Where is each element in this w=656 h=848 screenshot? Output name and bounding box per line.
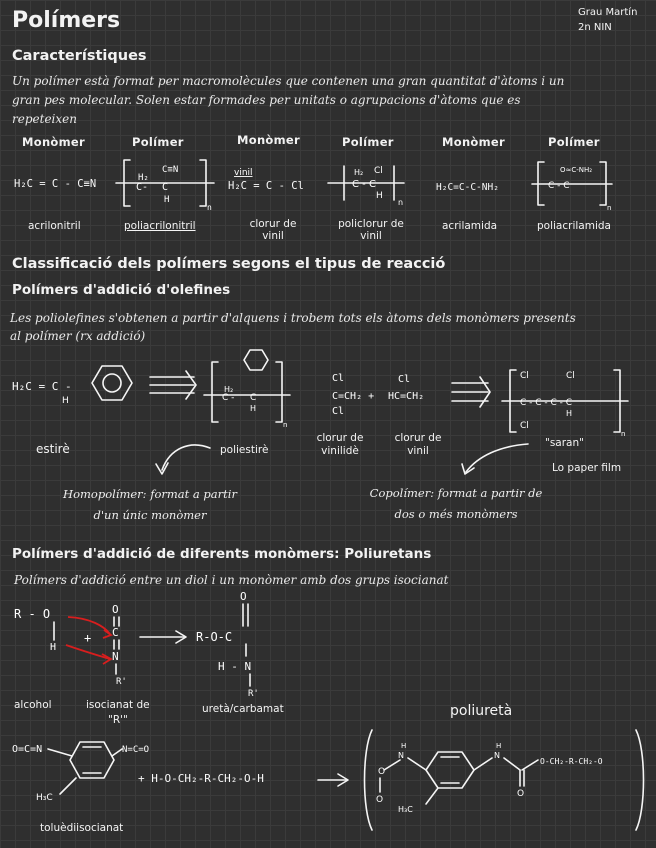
polyurethane-label: poliuretà xyxy=(450,703,513,719)
svg-text:N: N xyxy=(398,751,404,760)
svg-text:H: H xyxy=(250,404,257,413)
polystyrene-label: poliestirè xyxy=(220,444,269,456)
svg-text:C - C: C - C xyxy=(352,179,376,190)
svg-text:H₂C = C -: H₂C = C - xyxy=(12,380,72,393)
svg-text:n: n xyxy=(283,421,288,429)
svg-text:Cl: Cl xyxy=(566,371,575,381)
svg-text:C: C xyxy=(162,182,169,193)
diol-formula: + H-O-CH₂-R-CH₂-O-H xyxy=(138,772,264,785)
svg-text:H₂: H₂ xyxy=(354,168,364,177)
svg-text:H - N: H - N xyxy=(218,660,252,673)
svg-text:n: n xyxy=(621,430,626,438)
svg-text:O-CH₂-R-CH₂-O: O-CH₂-R-CH₂-O xyxy=(540,757,603,766)
svg-text:O≈C-NH₂: O≈C-NH₂ xyxy=(560,166,593,174)
polyacrylamide-name: poliacrilamida xyxy=(537,220,611,232)
header-polymer-3: Polímer xyxy=(548,135,600,149)
homopolymer-line1: Homopolímer: format a partir xyxy=(63,487,237,501)
svg-text:O: O xyxy=(112,603,119,616)
polyacrylonitrile-structure xyxy=(116,160,214,212)
tdi-structure xyxy=(12,742,149,803)
svg-text:H₂: H₂ xyxy=(224,385,234,394)
svg-text:Cl: Cl xyxy=(374,166,383,176)
styrene-label: estirè xyxy=(36,442,70,456)
copolymer-arrow xyxy=(452,377,490,407)
svg-text:R': R' xyxy=(116,677,127,687)
svg-text:R - O: R - O xyxy=(14,607,51,621)
svg-text:HC=CH₂: HC=CH₂ xyxy=(388,391,425,402)
author-class: 2n NIN xyxy=(578,22,612,33)
svg-text:H: H xyxy=(376,191,383,201)
svg-text:N: N xyxy=(494,751,500,760)
homopolymer-curve xyxy=(162,445,210,470)
svg-text:Cl: Cl xyxy=(332,373,345,384)
svg-text:Cl: Cl xyxy=(520,421,529,431)
urethane-reaction xyxy=(14,603,127,687)
svg-text:N=C=O: N=C=O xyxy=(122,745,150,755)
saran-label: "saran" xyxy=(545,437,584,449)
vinyl-chloride-formula: H₂C = C - Cl xyxy=(228,180,304,192)
vinyl-label: clorur de vinil xyxy=(394,432,442,457)
characteristics-text-line3: repeteixen xyxy=(12,112,77,126)
vinyl-chloride-name: clorur de vinil xyxy=(249,218,297,242)
acrylonitrile-name: acrilonitril xyxy=(28,220,81,232)
styrene-arrow xyxy=(150,371,196,399)
svg-text:C - C - C - C: C - C - C - C xyxy=(520,398,573,408)
svg-text:C≡N: C≡N xyxy=(162,165,179,175)
olefin-subheading: Polímers d'addició d'olefines xyxy=(12,282,231,298)
svg-text:n: n xyxy=(207,203,212,212)
vinyl-annotation: vinil xyxy=(234,168,253,178)
svg-text:O: O xyxy=(378,767,386,777)
vinylidene-structure xyxy=(332,373,424,417)
header-polymer-2: Polímer xyxy=(342,135,394,149)
characteristics-text-line1: Un polímer està format per macromolècules que contenen una gran quantitat d'àtoms i un xyxy=(12,74,565,88)
header-monomer-1: Monòmer xyxy=(22,135,85,149)
pvc-structure xyxy=(328,166,404,207)
characteristics-text-line2: gran pes molecular. Solen estar formades per unitats o agrupacions d'àtoms que es xyxy=(12,93,521,107)
svg-text:H: H xyxy=(62,396,69,406)
polyacrylonitrile-name: poliacrilonitril xyxy=(124,220,196,232)
svg-text:+: + xyxy=(84,631,92,645)
copolymer-curve xyxy=(466,444,528,472)
svg-text:C=CH₂ +: C=CH₂ + xyxy=(332,391,375,402)
svg-text:H₃C: H₃C xyxy=(36,793,53,803)
red-arrow-2 xyxy=(66,645,110,659)
acrylamide-formula: H₂C=C-C-NH₂ xyxy=(436,182,499,193)
svg-text:O: O xyxy=(517,789,525,799)
svg-text:H: H xyxy=(164,195,170,205)
acrylonitrile-formula: H₂C = C - C≡N xyxy=(14,178,97,190)
homopolymer-line2: d'un únic monòmer xyxy=(93,508,207,522)
svg-text:H: H xyxy=(496,742,502,750)
svg-text:O: O xyxy=(240,590,247,603)
saran-structure xyxy=(502,370,628,438)
polyacrylamide-structure xyxy=(532,162,612,212)
svg-text:C -: C - xyxy=(222,393,235,403)
polyurethane-structure xyxy=(365,730,644,830)
header-polymer-1: Polímer xyxy=(132,135,184,149)
svg-text:C - C: C - C xyxy=(548,181,570,191)
svg-text:H₃C: H₃C xyxy=(398,805,413,814)
copolymer-line2: dos o més monòmers xyxy=(394,507,518,521)
svg-text:O: O xyxy=(376,795,384,805)
polyurethane-text: Polímers d'addició entre un diol i un monòmer amb dos grups isocianat xyxy=(14,573,449,587)
svg-text:n: n xyxy=(398,198,404,207)
svg-text:R-O-C: R-O-C xyxy=(196,630,233,644)
svg-text:Cl: Cl xyxy=(398,374,411,385)
svg-text:H: H xyxy=(50,642,57,653)
svg-text:C: C xyxy=(250,393,257,403)
classification-heading: Classificació dels polímers segons el tipus de reacció xyxy=(12,256,446,272)
svg-text:C-: C- xyxy=(136,182,149,193)
isocyanate-label-line2: "R'" xyxy=(108,714,128,726)
styrene-structure xyxy=(12,366,132,406)
copolymer-line1: Copolímer: format a partir de xyxy=(369,486,543,500)
urethane-product xyxy=(196,590,259,699)
svg-text:Cl: Cl xyxy=(332,406,345,417)
olefin-text-line2: al polímer (rx addició) xyxy=(10,329,146,343)
header-monomer-2: Monòmer xyxy=(237,133,300,147)
header-monomer-3: Monòmer xyxy=(442,135,505,149)
tdi-label: toluèdiisocianat xyxy=(40,822,124,834)
alcohol-label: alcohol xyxy=(14,699,52,711)
vinylidene-label: clorur de vinilidè xyxy=(316,432,364,457)
svg-text:H: H xyxy=(566,409,573,418)
svg-text:R': R' xyxy=(248,689,259,699)
svg-text:n: n xyxy=(607,204,612,212)
page-title: Polímers xyxy=(12,8,121,33)
acrylamide-name: acrilamida xyxy=(442,220,498,232)
paper-film-label: Lo paper film xyxy=(552,462,622,474)
svg-text:H: H xyxy=(401,742,407,750)
isocyanate-label-line1: isocianat de xyxy=(86,699,150,711)
pvc-name: policlorur de vinil xyxy=(338,218,404,242)
polyurethane-heading: Polímers d'addició de diferents monòmers: Poliuretans xyxy=(12,546,432,562)
svg-text:H₂: H₂ xyxy=(138,173,149,183)
characteristics-heading: Característiques xyxy=(12,48,147,64)
polystyrene-structure xyxy=(204,350,290,429)
svg-text:Cl: Cl xyxy=(520,371,529,381)
svg-text:C: C xyxy=(112,626,119,639)
svg-text:N: N xyxy=(112,650,119,663)
urethane-label: uretà/carbamat xyxy=(202,703,284,715)
olefin-text-line1: Les poliolefines s'obtenen a partir d'alquens i trobem tots els àtoms dels monòmers presents xyxy=(10,311,576,325)
author-name: Grau Martín xyxy=(578,7,638,18)
svg-text:O=C=N: O=C=N xyxy=(12,744,43,755)
